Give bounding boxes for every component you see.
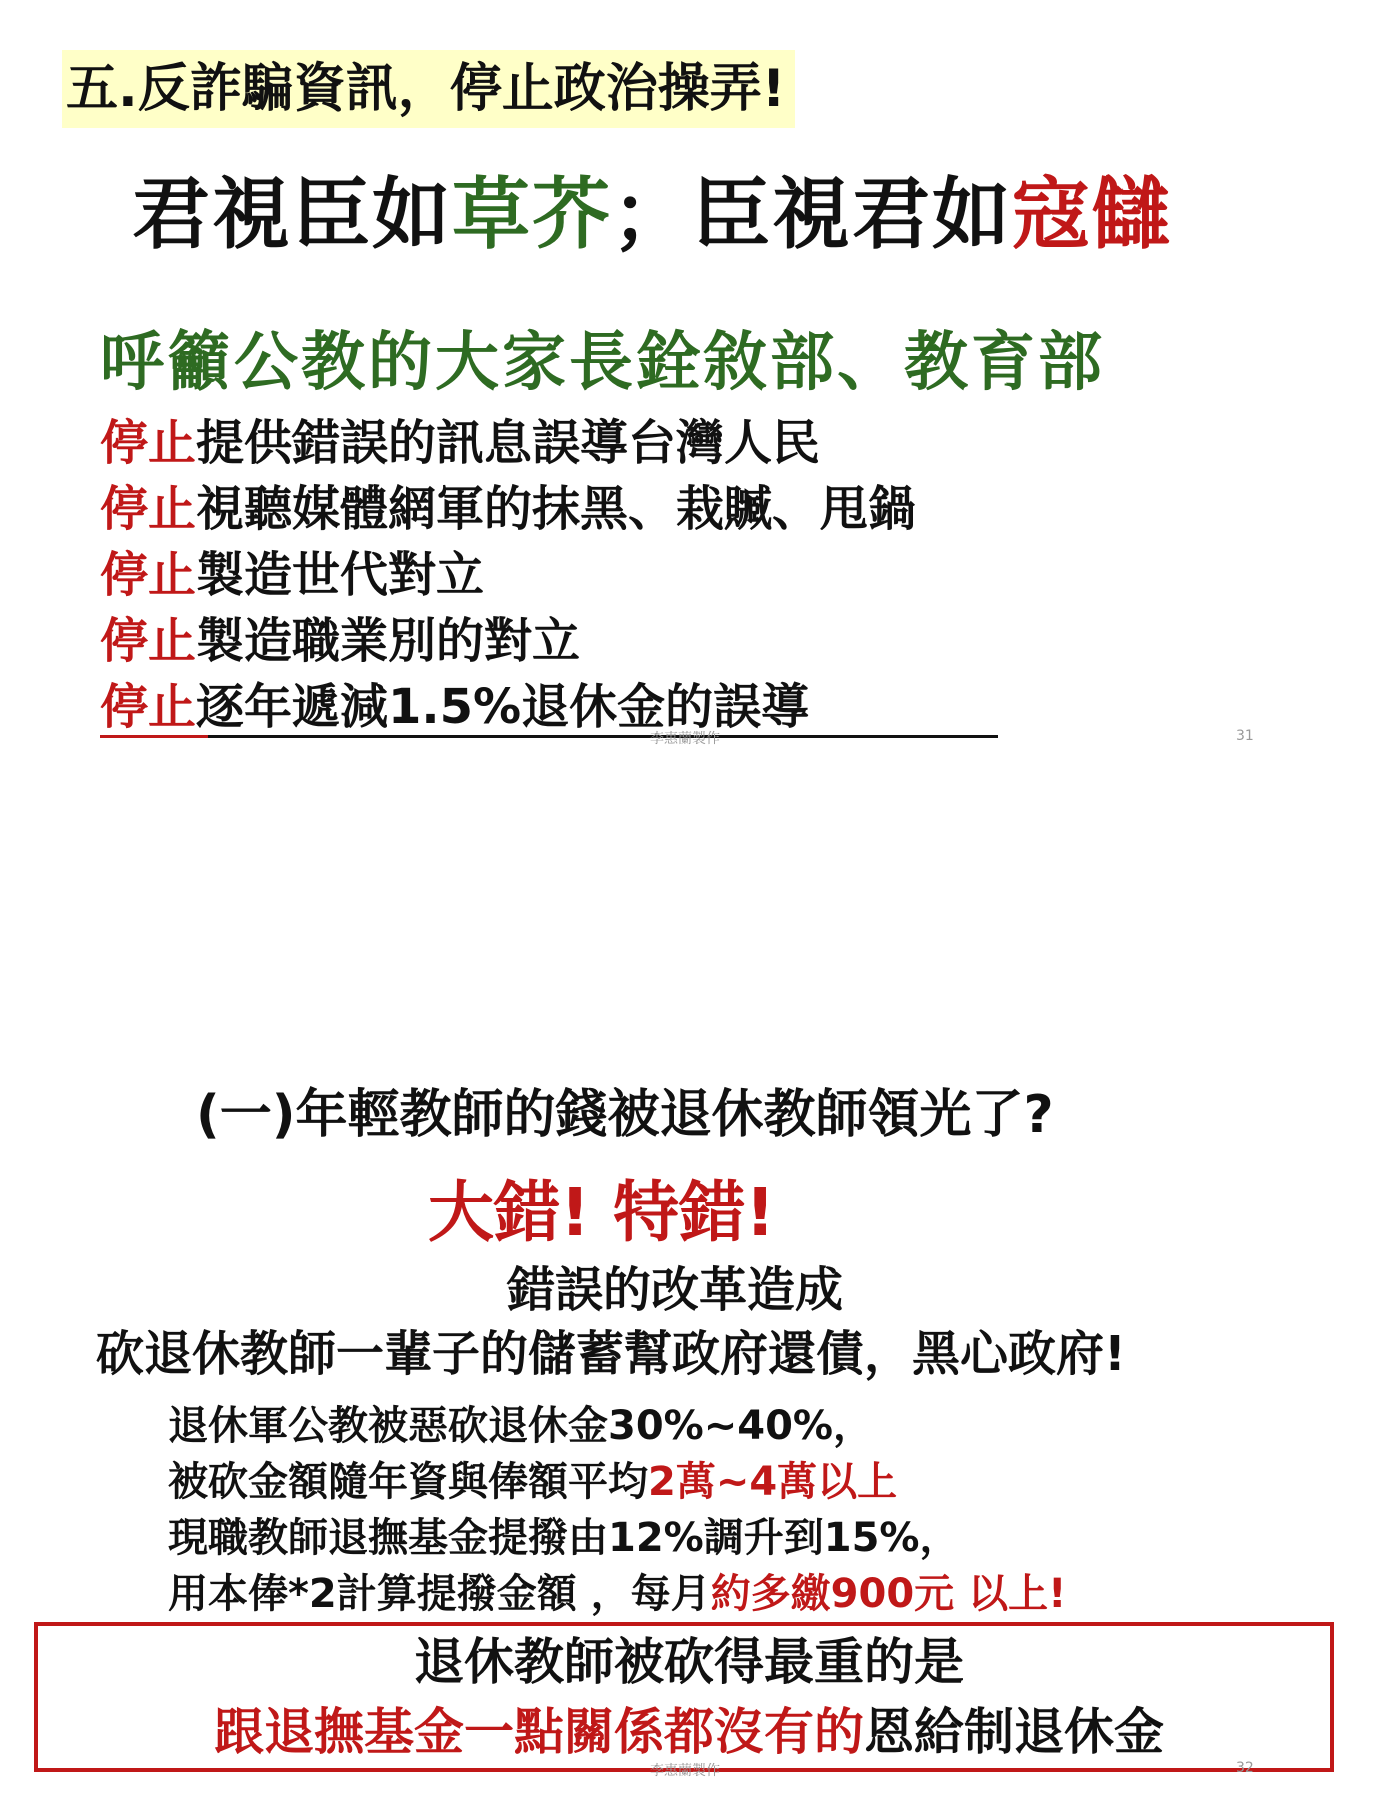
slide31-title — [132, 160, 1172, 270]
slide31-subtitle: 呼籲公教的大家長銓敘部、教育部 — [100, 326, 1105, 400]
detail-list — [168, 1398, 1066, 1622]
stop-text: 逐年遞減1.5%退休金的誤導 — [196, 679, 810, 735]
slide31-page-number: 31 — [1236, 728, 1254, 744]
stop-text: 視聽媒體網軍的抹黑、栽贓、甩鍋 — [196, 481, 917, 537]
slide32-page-number: 32 — [1236, 1760, 1254, 1776]
title-green: 草芥 — [452, 170, 613, 260]
stop-text: 製造世代對立 — [196, 547, 485, 603]
title-part2: ；臣視君如 — [612, 170, 1013, 260]
slide32-big-wrong: 大錯! 特錯! — [428, 1174, 776, 1251]
box-line-1: 退休教師被砍得最重的是 — [414, 1633, 964, 1691]
slide32-footer-author: 李惠蘭製作 — [650, 1763, 720, 1779]
stop-item — [100, 410, 916, 476]
cause-line-1-text: 錯誤的改革造成 — [506, 1262, 843, 1318]
slide32-question: (一)年輕教師的錢被退休教師領光了? — [196, 1085, 1054, 1145]
stop-prefix: 停止 — [100, 679, 197, 735]
stop-prefix: 停止 — [100, 547, 197, 603]
stop-list — [100, 410, 916, 740]
box-line-2-black: 恩給制退休金 — [864, 1703, 1164, 1761]
detail-item: 退休軍公教被惡砍退休金30%~40%， — [168, 1403, 873, 1449]
slide31-heading: 五.反詐騙資訊，停止政治操弄! — [62, 50, 795, 128]
stop-prefix: 停止 — [100, 613, 197, 669]
box-line-2 — [0, 1698, 1378, 1766]
title-part1: 君視臣如 — [132, 170, 453, 260]
cause-line-1 — [0, 1258, 1378, 1322]
title-red: 寇讎 — [1012, 170, 1173, 260]
detail-item: 現職教師退撫基金提撥由12%調升到15%， — [168, 1515, 960, 1561]
stop-item — [100, 476, 916, 542]
underline-black — [208, 735, 998, 738]
slide31-footer-author: 李惠蘭製作 — [650, 731, 720, 747]
stop-item — [100, 608, 916, 674]
detail-highlight: 約多繳900元 以上! — [710, 1571, 1067, 1617]
stop-prefix: 停止 — [100, 415, 197, 471]
stop-item — [100, 542, 916, 608]
detail-text: 被砍金額隨年資與俸額平均 — [168, 1459, 648, 1505]
detail-highlight: 2萬~4萬以上 — [648, 1459, 898, 1505]
stop-text: 提供錯誤的訊息誤導台灣人民 — [196, 415, 821, 471]
detail-text: 用本俸*2計算提撥金額 ，每月 — [168, 1571, 711, 1617]
underline-red — [100, 735, 208, 738]
stop-text: 製造職業別的對立 — [196, 613, 581, 669]
box-line-2-red: 跟退撫基金一點關係都沒有的 — [214, 1703, 864, 1761]
stop-prefix: 停止 — [100, 481, 197, 537]
cause-line-2: 砍退休教師一輩子的儲蓄幫政府還債，黑心政府! — [96, 1326, 1126, 1382]
detail-item — [168, 1454, 1066, 1510]
detail-item — [168, 1566, 1066, 1622]
